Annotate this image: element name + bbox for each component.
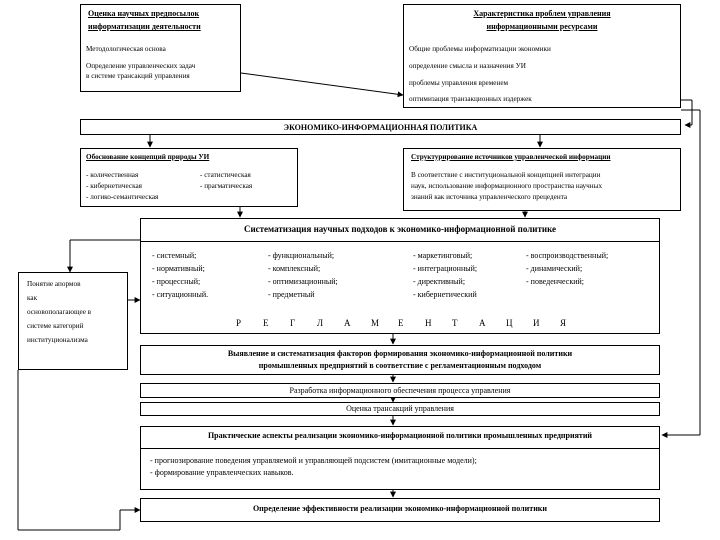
factors-line-1: Выявление и систематизация факторов формирования экономико-информационной политики <box>227 349 573 358</box>
reglament-letter: М <box>371 318 380 328</box>
nature-title: Обоснование концепций природы УИ <box>86 153 210 161</box>
approach-item: - кибернетический <box>413 290 477 299</box>
reglament-letter: Ц <box>506 318 513 328</box>
efficiency-text: Определение эффективности реализации экономико-информационной политики <box>252 504 548 513</box>
transactions-text: Оценка трансакций управления <box>346 404 454 413</box>
nature-item: - статистическая <box>200 171 251 179</box>
scientific-assessment-title-1: Оценка научных предпосылок <box>88 9 200 18</box>
problems-title-1: Характеристика проблем управления <box>473 9 611 18</box>
approach-item: - системный; <box>152 251 197 260</box>
problem-item: проблемы управления временем <box>409 79 509 87</box>
institutionalism-line: Понятие апормов <box>27 280 81 288</box>
problems-characteristic-box <box>403 4 681 108</box>
reglament-letter: Р <box>236 318 242 328</box>
institutionalism-line: институционализма <box>27 336 88 344</box>
approach-item: - воспроизводственный; <box>526 251 609 260</box>
systematization-title: Систематизация научных подходов к экономико-информационной политике <box>243 224 557 234</box>
problems-title-2: информационными ресурсами <box>486 22 598 31</box>
structuring-title: Структурирование источников управленческой информации <box>411 153 611 161</box>
practical-line: - формирование управленческих навыков. <box>150 468 294 477</box>
systematization-box <box>140 218 660 334</box>
reglament-letter: А <box>479 318 486 328</box>
approach-item: - предметный <box>268 290 315 299</box>
institutionalism-line: как <box>27 294 38 302</box>
approach-item: - оптимизационный; <box>268 277 338 286</box>
reglament-letter: Г <box>290 318 296 328</box>
factors-line-2: промышленных предприятий в соответствие с регламентационным подходом <box>258 361 542 370</box>
approach-item: - директивный; <box>413 277 466 286</box>
reglament-letter: Я <box>560 318 567 328</box>
nature-item: - прагматическая <box>200 182 253 190</box>
arrow-left-to-right <box>241 73 403 95</box>
info-support-text: Разработка информационного обеспечения процесса управления <box>289 386 511 395</box>
approach-item: - маркетинговый; <box>413 251 473 260</box>
approach-item: - функциональный; <box>268 251 335 260</box>
structuring-text: знаний как источника управленческого прецедента <box>411 193 568 201</box>
policy-title: ЭКОНОМИКО-ИНФОРМАЦИОННАЯ ПОЛИТИКА <box>283 123 478 132</box>
methodological-basis: Методологическая основа <box>86 45 166 53</box>
reglament-letter: А <box>344 318 351 328</box>
reglament-letter: Е <box>398 318 404 328</box>
reglament-letter: Е <box>263 318 269 328</box>
institutionalism-line: системе категорий <box>27 322 84 330</box>
reglament-letter: Н <box>425 318 432 328</box>
structuring-text: В соответствие с институциональной концепцией интеграции <box>411 171 601 179</box>
nature-item: - количественная <box>86 171 139 179</box>
approach-item: - ситуационный. <box>152 290 209 299</box>
nature-item: - кибернетическая <box>86 182 142 190</box>
approach-item: - интеграционный; <box>413 264 478 273</box>
problem-item: Общие проблемы информатизации экономики <box>409 45 551 53</box>
approach-item: - процессный; <box>152 277 201 286</box>
reglament-letter: Т <box>452 318 458 328</box>
management-tasks-line-2: в системе трансакций управления <box>86 72 190 80</box>
practical-line: - прогнозирование поведения управляемой и управляющей подсистем (имитационные модели); <box>150 456 477 465</box>
structuring-text: наук, использование информационного пространства научных <box>411 182 603 190</box>
approach-item: - поведенческий; <box>526 277 585 286</box>
practical-title: Практические аспекты реализации экономико-информационной политики промышленных предприятий <box>207 431 593 440</box>
approach-item: - динамический; <box>526 264 583 273</box>
scientific-assessment-title-2: информатизации деятельности <box>88 22 201 31</box>
reglament-letter: Л <box>317 318 324 328</box>
reglament-letter: И <box>533 318 540 328</box>
management-tasks-line-1: Определение управленческих задач <box>86 62 196 70</box>
problem-item: определение смысла и назначения УИ <box>409 62 526 70</box>
nature-item: - логико-семантическая <box>86 193 159 201</box>
problem-item: оптимизация транзакционных издержек <box>409 95 532 103</box>
institutionalism-line: основополагающее в <box>27 308 92 316</box>
approach-item: - комплексный; <box>268 264 321 273</box>
approach-item: - нормативный; <box>152 264 205 273</box>
